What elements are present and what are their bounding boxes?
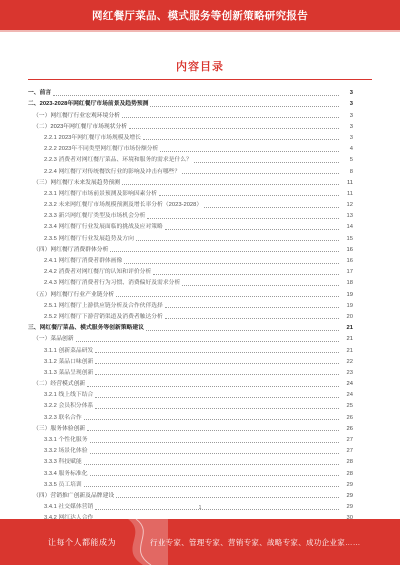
- toc-leader-dots: [95, 351, 339, 353]
- toc-entry-title: 3.2.2 会员积分体系: [44, 403, 94, 410]
- toc-leader-dots: [194, 161, 339, 163]
- toc-entry-title: 3.3.2 场景化体验: [44, 448, 88, 455]
- toc-entry-page: 25: [346, 403, 353, 410]
- toc-leader-dots: [87, 385, 339, 387]
- toc-leader-dots: [95, 396, 339, 398]
- toc-entry[interactable]: [28, 97, 353, 108]
- toc-entry-title: （一）网红餐厅行业宏观环境分析: [33, 112, 120, 119]
- toc-entry[interactable]: [28, 466, 353, 477]
- toc-entry-page: 3: [349, 134, 353, 141]
- toc-leader-dots: [84, 485, 339, 487]
- toc-entry-page: 11: [346, 190, 353, 197]
- footer-slogan-left: 让每个人都能成为: [48, 538, 116, 547]
- toc-entry-title: 2.5.2 网红餐厅下游营销渠道及消费者触达分析: [44, 313, 163, 320]
- toc-entry[interactable]: [28, 265, 353, 276]
- toc-leader-dots: [165, 306, 339, 308]
- toc-entry-page: 5: [349, 157, 353, 164]
- toc-leader-dots: [182, 284, 339, 286]
- toc-entry[interactable]: [28, 478, 353, 489]
- toc-entry-title: 二、2023-2028年网红餐厅市场前景及趋势预测: [28, 101, 149, 108]
- toc-leader-dots: [182, 172, 339, 174]
- toc-leader-dots: [90, 452, 340, 454]
- toc-entry-page: 28: [346, 470, 353, 477]
- toc-leader-dots: [84, 463, 339, 465]
- toc-entry[interactable]: [28, 153, 353, 164]
- toc-entry-page: 24: [346, 381, 353, 388]
- toc-entry-title: （三）服务体验创新: [33, 425, 86, 432]
- toc-entry-title: 2.3.2 未来网红餐厅市场规模预测及增长率分析（2023-2028）: [44, 202, 203, 209]
- toc-entry[interactable]: [28, 366, 353, 377]
- toc-leader-dots: [84, 418, 339, 420]
- toc-entry-page: 29: [346, 481, 353, 488]
- toc-entry-page: 21: [346, 336, 353, 343]
- report-title: 网红餐厅菜品、模式服务等创新策略研究报告: [92, 9, 308, 22]
- toc-entry-title: 2.4.3 网红餐厅消费者行为习惯、消费偏好及需求分析: [44, 280, 181, 287]
- toc-leader-dots: [116, 496, 339, 498]
- toc-entry[interactable]: [28, 142, 353, 153]
- toc-entry-title: （五）网红餐厅行业产业链分析: [33, 291, 115, 298]
- toc-entry-page: 3: [349, 112, 353, 119]
- toc-entry[interactable]: [28, 299, 353, 310]
- toc-entry-page: 11: [346, 179, 353, 186]
- toc-entry-page: 12: [346, 202, 353, 209]
- toc-leader-dots: [124, 262, 339, 264]
- toc-entry-title: （三）网红餐厅未来发展趋势预测: [33, 179, 120, 186]
- toc-entry[interactable]: [28, 176, 353, 187]
- toc-entry[interactable]: [28, 164, 353, 175]
- toc-entry-title: （四）网红餐厅消费群体分析: [33, 246, 109, 253]
- toc-entry[interactable]: [28, 332, 353, 343]
- toc-entry-title: 2.3.5 网红餐厅行业发展趋势及方向: [44, 235, 134, 242]
- toc-entry-page: 16: [346, 258, 353, 264]
- toc-entry[interactable]: [28, 433, 353, 444]
- toc-entry[interactable]: [28, 187, 353, 198]
- toc-entry-page: 18: [346, 280, 353, 287]
- toc-leader-dots: [90, 441, 340, 443]
- toc-leader-dots: [165, 317, 339, 319]
- toc-entry-title: 2.3.4 网红餐厅行业发展面临的挑战及应对策略: [44, 224, 163, 231]
- toc-leader-dots: [165, 228, 339, 230]
- toc-entry-page: 3: [349, 101, 353, 108]
- toc-entry-title: 2.2.2 2023年不同类型网红餐厅市场份额分析: [44, 146, 159, 153]
- toc-entry[interactable]: [28, 243, 353, 254]
- toc-leader-dots: [146, 329, 339, 331]
- toc-entry[interactable]: [28, 410, 353, 421]
- toc-entry-title: 3.2.3 联名合作: [44, 414, 82, 421]
- toc-leader-dots: [95, 407, 339, 409]
- toc-leader-dots: [110, 250, 339, 252]
- toc-entry[interactable]: [28, 310, 353, 321]
- toc-entry-page: 27: [346, 437, 353, 443]
- toc-entry-title: 3.3.1 个性化服务: [44, 437, 88, 443]
- toc-entry[interactable]: [28, 231, 353, 242]
- toc-entry-page: 19: [346, 291, 353, 298]
- toc-entry-title: 2.3.1 网红餐厅市场前景预测及影响因素分析: [44, 190, 158, 197]
- toc-leader-dots: [204, 206, 339, 208]
- footer-banner: [0, 519, 400, 565]
- toc-heading: 内容目录: [176, 61, 224, 73]
- toc-entry-page: 26: [346, 414, 353, 421]
- toc-entry[interactable]: [28, 276, 353, 287]
- toc-entry-page: 8: [349, 168, 353, 175]
- toc-entry-page: 17: [346, 269, 353, 276]
- toc-entry[interactable]: [28, 489, 353, 500]
- toc-entry-title: 3.3.5 员工培训: [44, 481, 82, 488]
- toc-entry-title: 3.2.1 线上线下结合: [44, 392, 94, 399]
- toc-entry-title: 3.1.3 菜品呈现创新: [44, 369, 94, 376]
- toc-entry-title: 2.4.1 网红餐厅消费者群体画像: [44, 258, 123, 264]
- table-of-contents: [28, 86, 353, 534]
- toc-leader-dots: [160, 150, 339, 152]
- toc-entry-title: （二）经营模式创新: [33, 381, 86, 388]
- toc-entry-page: 26: [346, 425, 353, 432]
- toc-entry[interactable]: [28, 399, 353, 410]
- toc-entry-page: 29: [346, 492, 353, 499]
- toc-leader-dots: [159, 194, 339, 196]
- toc-leader-dots: [122, 116, 339, 118]
- toc-entry-title: 3.4.1 社交媒体营销: [44, 504, 94, 511]
- toc-entry[interactable]: [28, 220, 353, 231]
- toc-entry-title: 3.3.4 服务标准化: [44, 470, 88, 477]
- toc-leader-dots: [136, 239, 339, 241]
- toc-entry-page: 19: [346, 302, 353, 309]
- toc-leader-dots: [95, 362, 339, 364]
- toc-entry[interactable]: [28, 287, 353, 298]
- toc-entry-title: 2.4.2 消费者对网红餐厅的认知和评价分析: [44, 269, 152, 276]
- toc-entry[interactable]: [28, 254, 353, 265]
- toc-entry-page: 3: [349, 123, 353, 130]
- toc-leader-dots: [147, 217, 339, 219]
- toc-entry-title: 2.5.1 网红餐厅上游供应链分析及合作伙伴选择: [44, 302, 163, 309]
- report-header-banner: [0, 0, 400, 30]
- footer-slogan-right: 行业专家、管理专家、营销专家、战略专家、成功企业家……: [150, 538, 361, 547]
- toc-leader-dots: [143, 138, 339, 140]
- toc-entry-title: 2.2.4 网红餐厅对传统餐饮行业的影响及冲击有哪些？: [44, 168, 181, 175]
- toc-entry[interactable]: [28, 355, 353, 366]
- toc-entry[interactable]: [28, 108, 353, 119]
- toc-entry-page: 21: [346, 325, 353, 332]
- toc-divider: [28, 79, 372, 80]
- toc-entry[interactable]: [28, 343, 353, 354]
- toc-leader-dots: [95, 373, 339, 375]
- toc-entry-title: 三、网红餐厅菜品、模式服务等创新策略建议: [28, 325, 144, 332]
- toc-entry-title: 2.3.3 新兴网红餐厅类型及市场机会分析: [44, 213, 146, 220]
- toc-leader-dots: [76, 340, 339, 342]
- toc-entry-page: 29: [346, 504, 353, 511]
- toc-entry[interactable]: [28, 86, 353, 97]
- toc-entry-title: 一、前言: [28, 90, 52, 97]
- toc-entry[interactable]: [28, 377, 353, 388]
- toc-entry-page: 14: [346, 224, 353, 231]
- toc-leader-dots: [129, 127, 339, 129]
- toc-entry-title: （二）2023年网红餐厅市场现状分析: [33, 123, 128, 130]
- toc-leader-dots: [87, 429, 339, 431]
- toc-entry-title: 3.1.2 菜品口味创新: [44, 358, 94, 365]
- toc-entry-page: 22: [346, 358, 353, 365]
- toc-leader-dots: [53, 94, 339, 96]
- toc-entry-page: 3: [349, 90, 353, 97]
- toc-entry[interactable]: [28, 321, 353, 332]
- toc-entry-page: 23: [346, 369, 353, 376]
- toc-entry[interactable]: [28, 131, 353, 142]
- toc-entry-page: 4: [349, 146, 353, 153]
- toc-entry[interactable]: [28, 198, 353, 209]
- toc-entry-page: 24: [346, 392, 353, 399]
- toc-entry[interactable]: [28, 388, 353, 399]
- toc-leader-dots: [122, 183, 339, 185]
- toc-entry-title: 3.3.3 科技赋能: [44, 459, 82, 466]
- toc-entry[interactable]: [28, 209, 353, 220]
- toc-entry[interactable]: [28, 120, 353, 131]
- toc-entry-title: （一）菜品创新: [33, 336, 74, 343]
- toc-entry-page: 28: [346, 459, 353, 466]
- toc-entry-page: 16: [346, 246, 353, 253]
- toc-leader-dots: [150, 105, 339, 107]
- page-number: 1: [198, 505, 202, 511]
- toc-entry-title: 2.2.1 2023年网红餐厅市场规模及增长: [44, 134, 141, 141]
- toc-entry-title: 2.2.3 消费者对网红餐厅菜品、环境和服务的需求是什么？: [44, 157, 192, 164]
- toc-entry-page: 13: [346, 213, 353, 220]
- toc-entry-title: （四）营销推广创新及品牌建设: [33, 492, 115, 499]
- toc-entry-title: 3.1.1 创新菜品研发: [44, 347, 94, 354]
- toc-leader-dots: [153, 273, 339, 275]
- toc-entry-page: 21: [346, 347, 353, 354]
- toc-entry[interactable]: [28, 444, 353, 455]
- toc-entry[interactable]: [28, 455, 353, 466]
- toc-entry[interactable]: [28, 422, 353, 433]
- toc-entry-page: 27: [346, 448, 353, 455]
- toc-leader-dots: [90, 474, 340, 476]
- toc-leader-dots: [116, 295, 339, 297]
- toc-entry-page: 20: [346, 313, 353, 320]
- toc-entry-page: 15: [346, 235, 353, 242]
